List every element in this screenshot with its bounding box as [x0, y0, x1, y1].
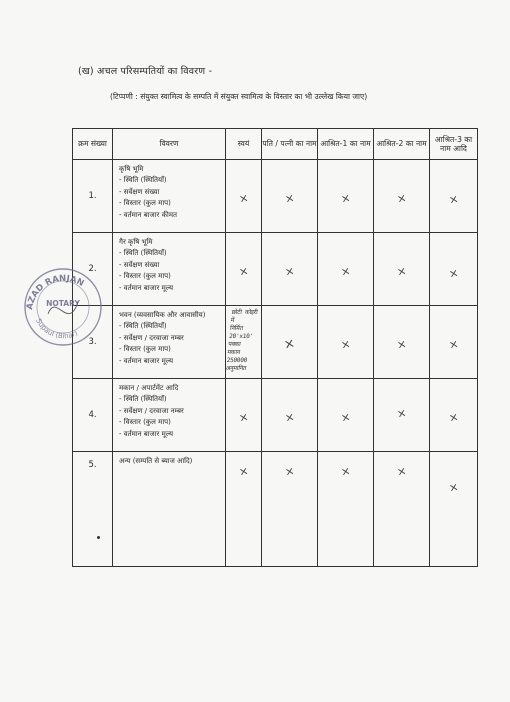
row-item: - सर्वेक्षण संख्या: [119, 260, 160, 269]
row-serial: 4.: [73, 379, 113, 452]
row-serial: 2.: [73, 233, 113, 306]
header-dependent-1: आश्रित-1 का नाम: [318, 129, 374, 160]
row-item: - स्थिति (स्थितियाँ): [119, 322, 167, 331]
row-item: - वर्तमान बाजार मूल्य: [119, 356, 174, 365]
cross-mark: ×: [262, 452, 318, 567]
section-note: (टिप्पणी : संयुक्त स्वामित्व के सम्पति में संयुक्त स्वामित्व के विस्तार का भी उल्लेख किया जाए): [110, 92, 368, 101]
row-item: - सर्वेक्षण / दरवाजा नम्बर: [119, 333, 184, 342]
cross-mark: ×: [430, 233, 478, 306]
cross-mark: ×: [226, 160, 262, 233]
row-serial: 1.: [73, 160, 113, 233]
row-serial: 3.: [73, 306, 113, 379]
immovable-assets-table: [72, 128, 478, 567]
cross-mark: ×: [226, 379, 262, 452]
cross-mark: ×: [318, 306, 374, 379]
row-description: [113, 452, 226, 567]
row-description: [113, 233, 226, 306]
row-item: - स्थिति (स्थितियाँ): [119, 249, 167, 258]
cross-mark: ×: [374, 306, 430, 379]
cross-mark: ×: [318, 379, 374, 452]
row-title: भवन (व्यवसायिक और आवासीय): [119, 311, 206, 319]
cross-mark: ×: [430, 160, 478, 233]
section-heading: (ख) अचल परिसम्पतियों का विवरण -: [78, 66, 213, 77]
cross-mark: ×: [262, 160, 318, 233]
table-row: [73, 233, 478, 306]
stamp-place-text: Supaul (Bihar): [34, 317, 80, 341]
header-description: विवरण: [113, 129, 226, 160]
table-row: [73, 452, 478, 567]
row-item: - वर्तमान बाजार मूल्य: [119, 283, 174, 292]
row-title: अन्य (सम्पति से ब्याज आदि): [119, 457, 193, 465]
cross-mark: ×: [318, 160, 374, 233]
header-dependent-2: आश्रित-2 का नाम: [374, 129, 430, 160]
cross-mark: ×: [226, 452, 262, 567]
cross-mark: ×: [374, 233, 430, 306]
header-self: स्वयं: [226, 129, 262, 160]
cross-mark: ×: [226, 233, 262, 306]
row-item: - वर्तमान बाजार मूल्य: [119, 429, 174, 438]
row-item: - स्थिति (स्थितियाँ): [119, 395, 167, 404]
row-item: - विस्तार (कुल माप): [119, 418, 171, 427]
row-description: [113, 306, 226, 379]
handwritten-entry: छोटी कोइरी में निर्मित 20'x10' पक्का मकान 250000 अनुमानित: [222, 306, 266, 379]
cross-mark: ×: [262, 233, 318, 306]
row-item: - सर्वेक्षण संख्या: [119, 187, 160, 196]
row-item: - सर्वेक्षण / दरवाजा नम्बर: [119, 406, 184, 415]
cross-mark: ×: [318, 452, 374, 567]
notary-stamp-seal: [18, 262, 108, 352]
stamp-name-text: AZAD RANJAN: [24, 273, 86, 311]
cross-mark: ×: [374, 379, 430, 452]
cross-mark: ×: [262, 306, 318, 379]
cross-mark: ×: [430, 306, 478, 379]
stamp-notary-text: NOTARY: [46, 299, 80, 308]
header-dependent-3: आश्रित-3 का नाम आदि: [430, 129, 478, 160]
table-row: [73, 160, 478, 233]
svg-text:Supaul (Bihar): [34, 317, 79, 340]
row-description: [113, 379, 226, 452]
cross-mark: ×: [318, 233, 374, 306]
row-item: - विस्तार (कुल माप): [119, 345, 171, 354]
cross-mark: ×: [374, 160, 430, 233]
row-title: मकान / अपार्टमेंट आदि: [119, 384, 179, 392]
cross-mark: ×: [430, 379, 478, 452]
row-title: गैर कृषि भूमि: [119, 238, 153, 246]
row-title: कृषि भूमि: [119, 165, 144, 173]
cross-mark: ×: [430, 452, 478, 567]
table-header-row: [73, 129, 478, 160]
cross-mark: ×: [374, 452, 430, 567]
row-item: - वर्तमान बाजार कीमत: [119, 210, 178, 219]
table-row: [73, 379, 478, 452]
row-item: - विस्तार (कुल माप): [119, 199, 171, 208]
row-description: [113, 160, 226, 233]
row-item: - स्थिति (स्थितियाँ): [119, 176, 167, 185]
row-item: - विस्तार (कुल माप): [119, 272, 171, 281]
row-serial: 5.: [73, 452, 113, 567]
header-sn: क्रम संख्या: [73, 129, 113, 160]
table-row: [73, 306, 478, 379]
ink-dot: [97, 536, 100, 539]
header-spouse: पति / पत्नी का नाम: [262, 129, 318, 160]
cross-mark: ×: [262, 379, 318, 452]
